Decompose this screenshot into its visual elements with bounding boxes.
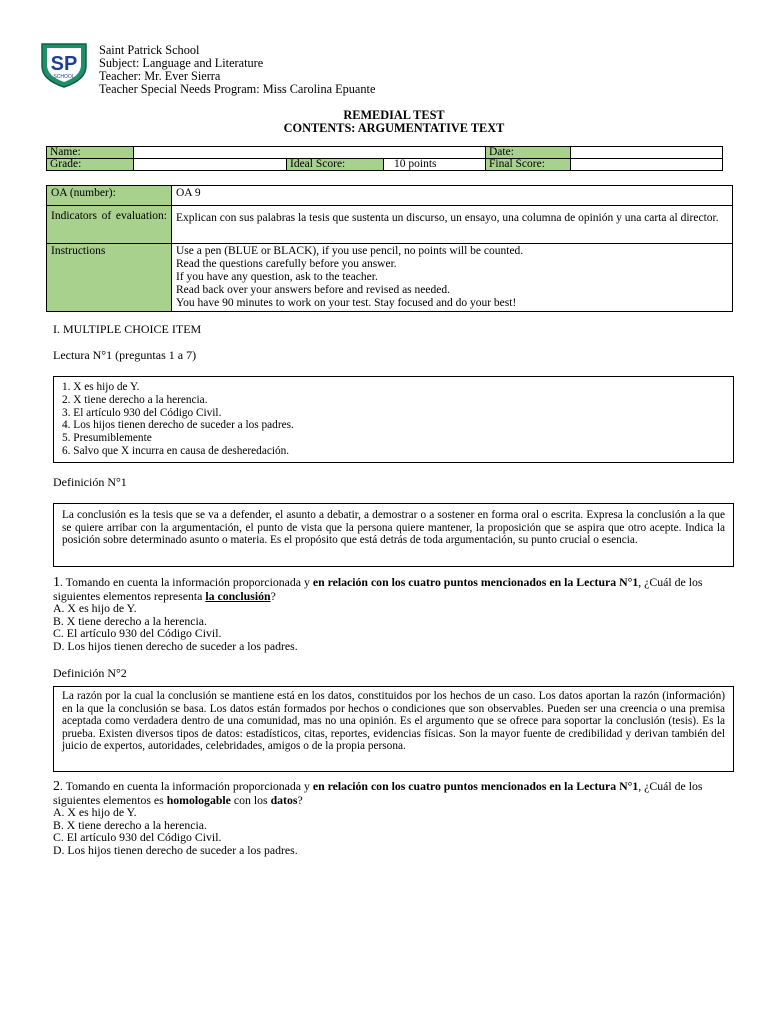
answer-option[interactable]: D. Los hijos tienen derecho de suceder a los padres.	[53, 638, 298, 653]
instruction-item: Read the questions carefully before you answer.	[176, 258, 397, 270]
oa-label: OA (number):	[47, 186, 172, 206]
lectura-item: 5. Presumiblemente	[62, 432, 152, 445]
grade-field[interactable]	[134, 159, 287, 171]
ideal-score-label: Ideal Score:	[287, 159, 384, 171]
answer-option[interactable]: A. X es hijo de Y.	[53, 805, 137, 820]
lectura-item: 6. Salvo que X incurra en causa de desheredación.	[62, 444, 290, 457]
instructions-list	[172, 244, 733, 312]
subject-line: Subject: Language and Literature	[99, 55, 264, 70]
school-logo	[38, 40, 90, 88]
question-2	[53, 780, 733, 857]
indicators-value: Explican con sus palabras la tesis que sustenta un discurso, un ensayo, una columna de opinión y una carta al director.	[172, 206, 733, 244]
instruction-item: Use a pen (BLUE or BLACK), if you use pencil, no points will be counted.	[176, 245, 524, 257]
question-1	[53, 576, 733, 653]
definition-1-box	[53, 503, 734, 567]
question-1-stem: 1. Tomando en cuenta la información proporcionada y en relación con los cuatro puntos mencionados en la Lectura N°1, ¿Cuál de los siguientes elementos representa la conclusión?	[53, 575, 703, 603]
school-header	[99, 44, 375, 96]
question-2-stem: 2. Tomando en cuenta la información proporcionada y en relación con los cuatro puntos mencionados en la Lectura N°1, ¿Cuál de los siguientes elementos es homologable con los datos?	[53, 779, 703, 807]
instruction-item: You have 90 minutes to work on your test. Stay focused and do your best!	[176, 297, 517, 309]
section-heading: I. MULTIPLE CHOICE ITEM	[53, 322, 202, 336]
instruction-item: If you have any question, ask to the teacher.	[176, 271, 378, 283]
date-field[interactable]	[571, 147, 723, 159]
name-field[interactable]	[134, 147, 486, 159]
objectives-table	[46, 185, 733, 312]
final-score-field[interactable]	[571, 159, 723, 171]
svg-text:SCHOOL: SCHOOL	[53, 74, 75, 80]
school-name: Saint Patrick School	[99, 43, 200, 57]
test-title: REMEDIAL TEST	[343, 108, 445, 122]
answer-option[interactable]: C. El artículo 930 del Código Civil.	[53, 830, 222, 845]
lectura-box	[53, 376, 734, 463]
svg-text:SP: SP	[50, 53, 78, 75]
definition-2-title: Definición N°2	[53, 666, 127, 680]
lectura-item: 1. X es hijo de Y.	[62, 381, 140, 393]
instruction-item: Read back over your answers before and revised as needed.	[176, 284, 450, 296]
answer-option[interactable]: A. X es hijo de Y.	[53, 601, 137, 616]
lectura-item: 3. El artículo 930 del Código Civil.	[62, 406, 222, 419]
oa-value: OA 9	[172, 186, 733, 206]
lectura-item: 4. Los hijos tienen derecho de suceder a los padres.	[62, 419, 294, 432]
student-info-table	[46, 146, 723, 171]
test-subtitle: CONTENTS: ARGUMENTATIVE TEXT	[283, 121, 505, 135]
definition-1-text: La conclusión es la tesis que se va a defender, el asunto a debatir, a demostrar o a sostener en forma oral o escrita. Expresa la conclusión a la que se quiere arribar con la argumentación, el punto de vista que la persona quiere mantener, la proposición que se aspira que otro acepte. Indica la posición sobre determinado asunto o materia. Es el propósito que está detrás de toda argumentación, su punto crucial o esencia.	[62, 509, 725, 547]
final-score-label: Final Score:	[486, 159, 571, 171]
ideal-score-value: 10 points	[384, 159, 486, 171]
answer-option[interactable]: C. El artículo 930 del Código Civil.	[53, 626, 222, 641]
grade-label: Grade:	[47, 159, 134, 171]
answer-option[interactable]: B. X tiene derecho a la herencia.	[53, 613, 207, 628]
answer-option[interactable]: B. X tiene derecho a la herencia.	[53, 817, 207, 832]
date-label: Date:	[486, 147, 571, 159]
lectura-title: Lectura N°1 (preguntas 1 a 7)	[53, 348, 197, 362]
answer-option[interactable]: D. Los hijos tienen derecho de suceder a los padres.	[53, 842, 298, 857]
name-label: Name:	[47, 147, 134, 159]
lectura-item: 2. X tiene derecho a la herencia.	[62, 393, 208, 406]
definition-2-box	[53, 686, 734, 772]
definition-1-title: Definición N°1	[53, 475, 127, 489]
teacher-line: Teacher: Mr. Ever Sierra	[99, 68, 221, 83]
indicators-label: Indicators of evaluation:	[47, 206, 172, 244]
special-needs-teacher-line: Teacher Special Needs Program: Miss Carolina Epuante	[99, 81, 376, 96]
definition-2-text: La razón por la cual la conclusión se mantiene está en los datos, constituidos por los hechos de un caso. Los datos aportan la razón (información) en la que la conclusión se basa. Los datos están formados por hechos o condiciones que son observables. Pueden ser una creencia o una premisa aceptada como verdadera dentro de una comunidad, mas no una opinión. Es el argumento que se ofrece para soportar la conclusión (tesis). Es la prueba. Existen diversos tipos de datos: estadísticos, citas, reportes, evidencias físicas. Son la mayor fuente de credibilidad y derivan también del juicio de expertos, autoridades, celebridades, amigos o de la propia persona.	[62, 690, 725, 753]
instructions-label: Instructions	[47, 244, 172, 312]
